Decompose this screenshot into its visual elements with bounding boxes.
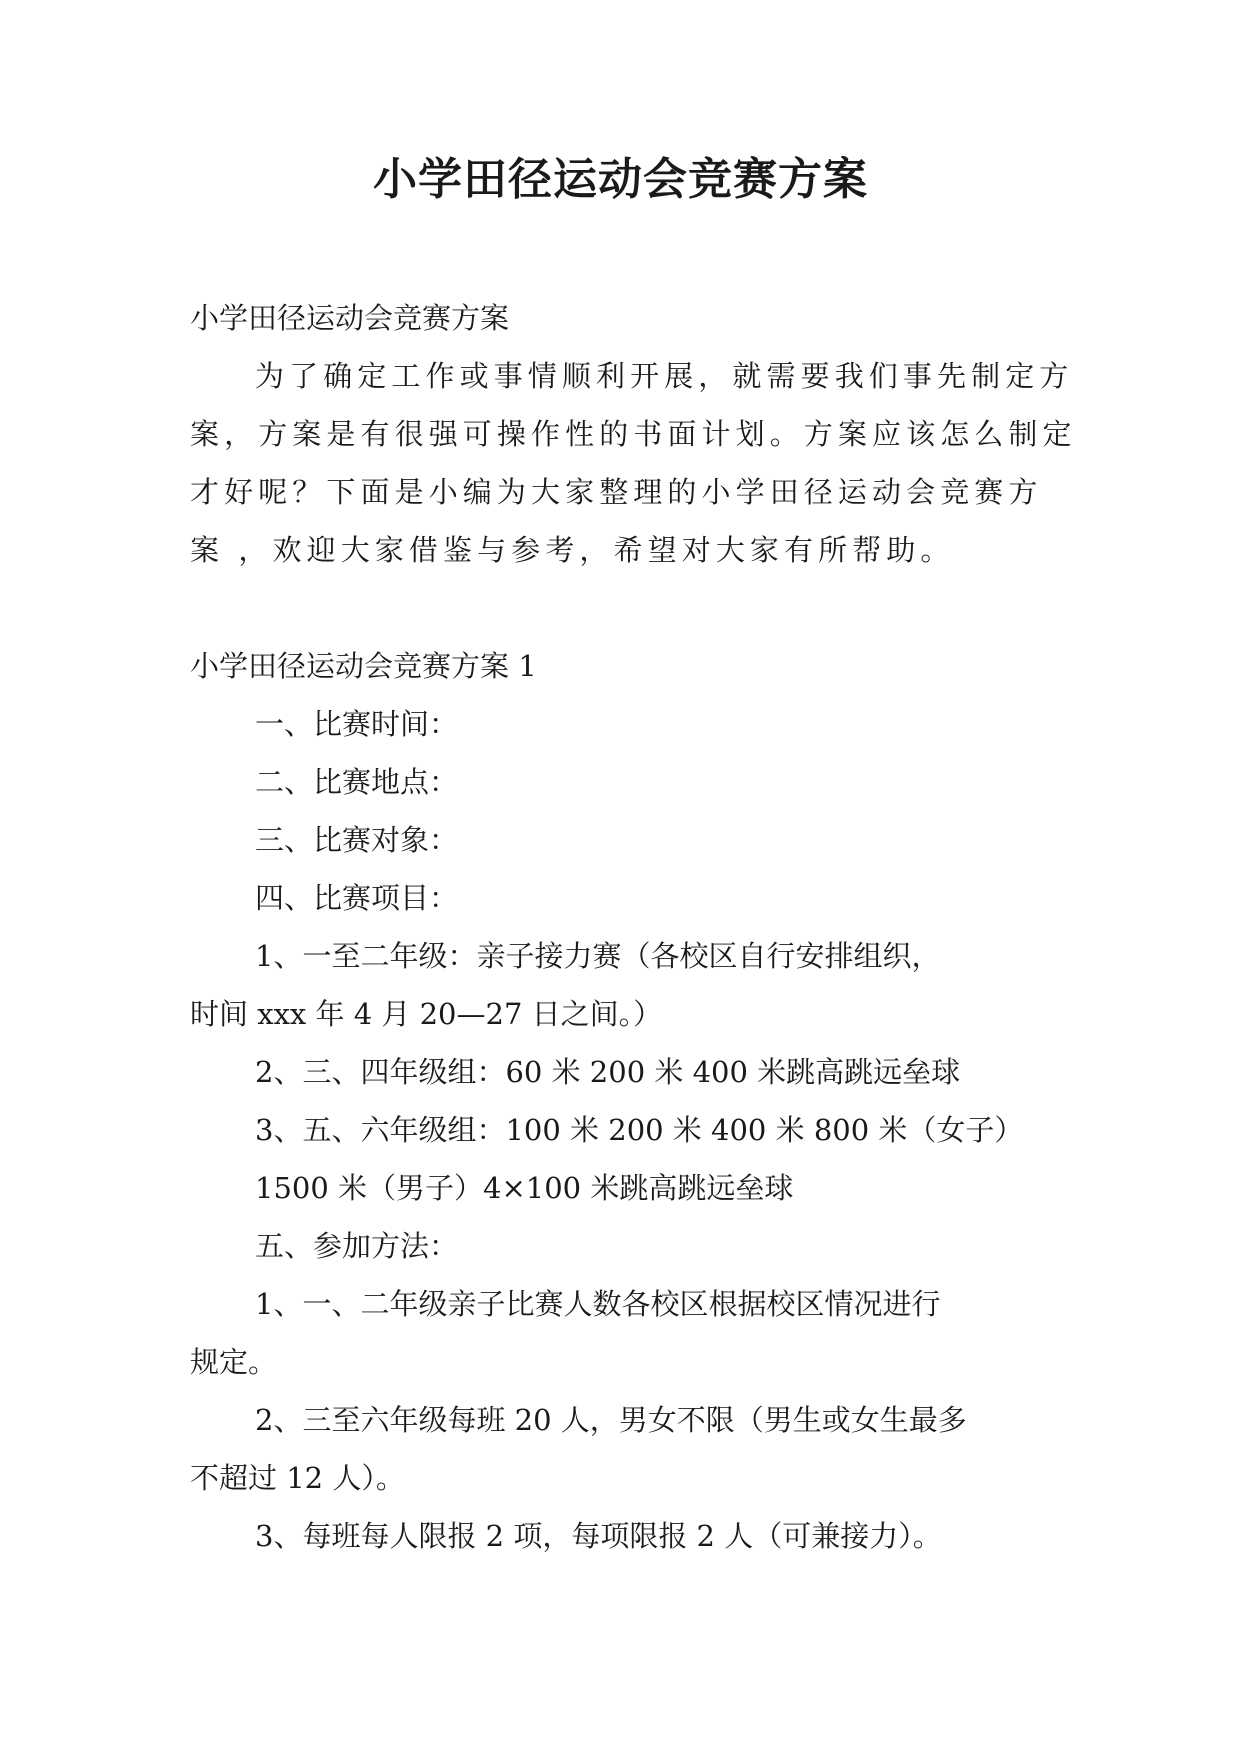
method-heading: 五、参加方法：	[255, 1229, 459, 1263]
document-title: 小学田径运动会竞赛方案	[373, 154, 868, 205]
events-line-1: 1、一至二年级：亲子接力赛（各校区自行安排组织，	[255, 939, 941, 973]
method-line-2: 规定。	[190, 1345, 278, 1379]
item-place: 二、比赛地点：	[255, 765, 459, 799]
events-line-4: 3、五、六年级组：100 米 200 米 400 米 800 米（女子）	[255, 1113, 1024, 1147]
events-line-3: 2、三、四年级组：60 米 200 米 400 米跳高跳远垒球	[255, 1055, 961, 1089]
events-line-2: 时间 xxx 年 4 月 20—27 日之间。）	[190, 997, 663, 1031]
method-line-4: 不超过 12 人）。	[190, 1461, 405, 1495]
intro-line-4: 案 ，欢迎大家借鉴与参考，希望对大家有所帮助。	[190, 533, 955, 567]
method-line-1: 1、一、二年级亲子比赛人数各校区根据校区情况进行	[255, 1287, 941, 1321]
item-events: 四、比赛项目：	[255, 881, 459, 915]
intro-line-3: 才好呢？下面是小编为大家整理的小学田径运动会竞赛方	[190, 475, 1043, 509]
intro-line-1: 为了确定工作或事情顺利开展，就需要我们事先制定方	[255, 359, 1074, 393]
intro-heading: 小学田径运动会竞赛方案	[190, 301, 510, 335]
section-heading: 小学田径运动会竞赛方案 1	[190, 649, 537, 683]
intro-line-2: 案，方案是有很强可操作性的书面计划。方案应该怎么制定	[190, 417, 1077, 451]
events-line-5: 1500 米（男子）4×100 米跳高跳远垒球	[255, 1171, 794, 1205]
paragraph-gap	[190, 579, 1062, 637]
item-target: 三、比赛对象：	[255, 823, 459, 857]
method-line-3: 2、三至六年级每班 20 人，男女不限（男生或女生最多	[255, 1403, 967, 1437]
item-time: 一、比赛时间：	[255, 707, 459, 741]
document-body	[190, 289, 1077, 1565]
method-line-5: 3、每班每人限报 2 项，每项限报 2 人（可兼接力）。	[255, 1519, 942, 1553]
